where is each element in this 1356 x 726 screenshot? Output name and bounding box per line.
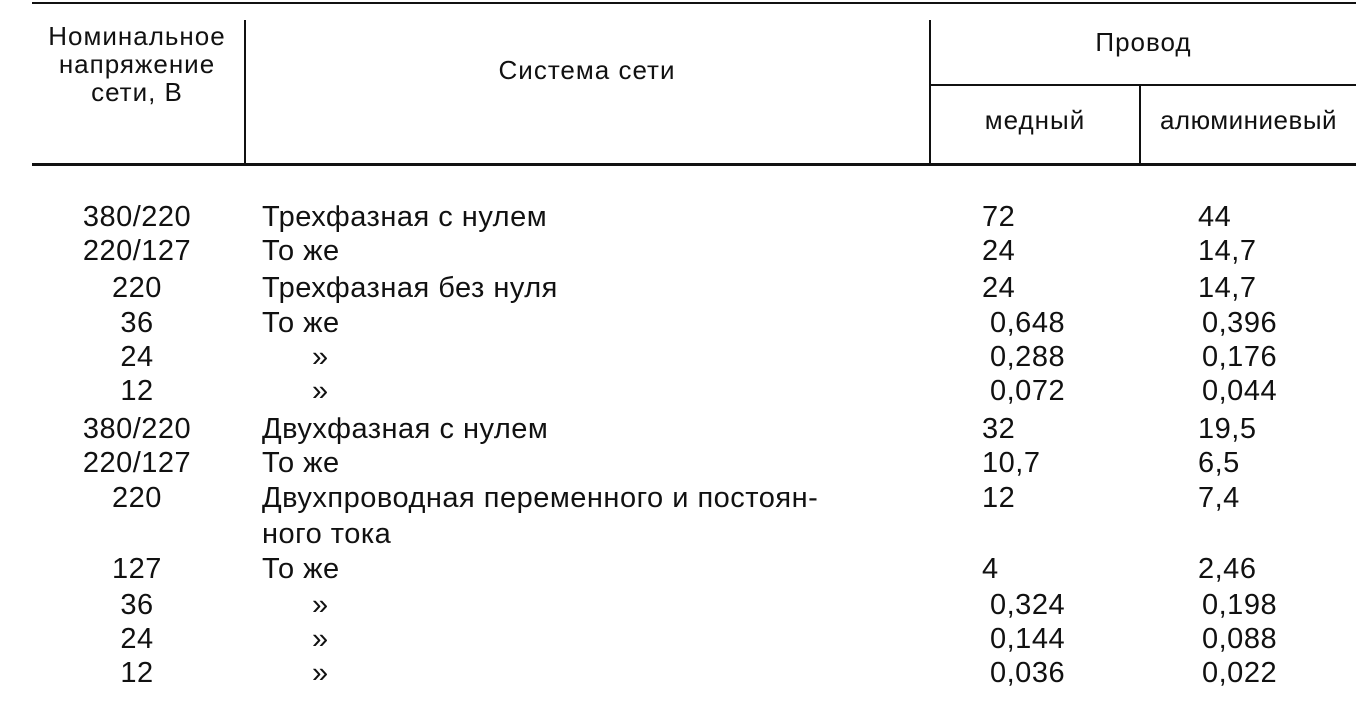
row-10-voltage: 127 [112, 553, 162, 585]
row-2-copper: 24 [982, 235, 1016, 267]
row-2-aluminium: 14,7 [1198, 235, 1257, 267]
row-4-copper: 0,648 [990, 307, 1066, 339]
divider-voltage-system [244, 20, 246, 165]
row-7-voltage: 380/220 [82, 413, 192, 445]
row-2-system: То же [262, 235, 340, 267]
row-8-voltage: 220/127 [82, 447, 192, 479]
row-4-voltage: 36 [120, 307, 154, 339]
row-13-system: » [312, 657, 329, 689]
row-9-copper: 12 [982, 482, 1016, 514]
row-12-aluminium: 0,088 [1202, 623, 1278, 655]
row-9-system: Двухпроводная переменного и постоян- [262, 482, 819, 514]
row-1-copper: 72 [982, 201, 1016, 233]
row-9-voltage: 220 [112, 482, 162, 514]
header-bottom-rule [32, 163, 1356, 166]
row-3-copper: 24 [982, 272, 1016, 304]
voltage-header-line-1: Номинальное [48, 21, 226, 51]
wire-subheader-rule [930, 84, 1356, 86]
row-2-voltage: 220/127 [82, 235, 192, 267]
row-7-aluminium: 19,5 [1198, 413, 1257, 445]
row-12-copper: 0,144 [990, 623, 1066, 655]
row-6-copper: 0,072 [990, 375, 1066, 407]
row-10-system: То же [262, 553, 340, 585]
row-13-aluminium: 0,022 [1202, 657, 1278, 689]
voltage-header-line-2: напряжение [58, 49, 216, 79]
row-6-voltage: 12 [120, 375, 154, 407]
row-11-aluminium: 0,198 [1202, 589, 1278, 621]
row-11-voltage: 36 [120, 589, 154, 621]
row-8-aluminium: 6,5 [1198, 447, 1240, 479]
system-header: Система сети [498, 55, 676, 85]
voltage-header [32, 22, 242, 106]
row-12-voltage: 24 [120, 623, 154, 655]
row-3-system: Трехфазная без нуля [262, 272, 558, 304]
row-10-aluminium: 2,46 [1198, 553, 1257, 585]
row-9-system-continuation: ного тока [262, 518, 392, 550]
row-4-system: То же [262, 307, 340, 339]
row-5-system: » [312, 341, 329, 373]
row-13-voltage: 12 [120, 657, 154, 689]
row-4-aluminium: 0,396 [1202, 307, 1278, 339]
row-8-copper: 10,7 [982, 447, 1041, 479]
voltage-header-line-3: сети, В [91, 77, 183, 107]
row-3-voltage: 220 [112, 272, 162, 304]
row-12-system: » [312, 623, 329, 655]
row-3-aluminium: 14,7 [1198, 272, 1257, 304]
row-5-copper: 0,288 [990, 341, 1066, 373]
row-1-voltage: 380/220 [82, 201, 192, 233]
wire-header: Провод [1095, 27, 1192, 57]
row-13-copper: 0,036 [990, 657, 1066, 689]
top-rule [32, 2, 1356, 4]
row-8-system: То же [262, 447, 340, 479]
row-7-system: Двухфазная с нулем [262, 413, 549, 445]
row-6-aluminium: 0,044 [1202, 375, 1278, 407]
row-5-aluminium: 0,176 [1202, 341, 1278, 373]
row-10-copper: 4 [982, 553, 999, 585]
row-5-voltage: 24 [120, 341, 154, 373]
row-9-aluminium: 7,4 [1198, 482, 1240, 514]
row-11-system: » [312, 589, 329, 621]
row-1-system: Трехфазная с нулем [262, 201, 548, 233]
copper-header: медный [984, 105, 1086, 135]
row-11-copper: 0,324 [990, 589, 1066, 621]
row-7-copper: 32 [982, 413, 1016, 445]
row-1-aluminium: 44 [1198, 201, 1232, 233]
aluminium-header: алюминиевый [1159, 105, 1338, 135]
row-6-system: » [312, 375, 329, 407]
